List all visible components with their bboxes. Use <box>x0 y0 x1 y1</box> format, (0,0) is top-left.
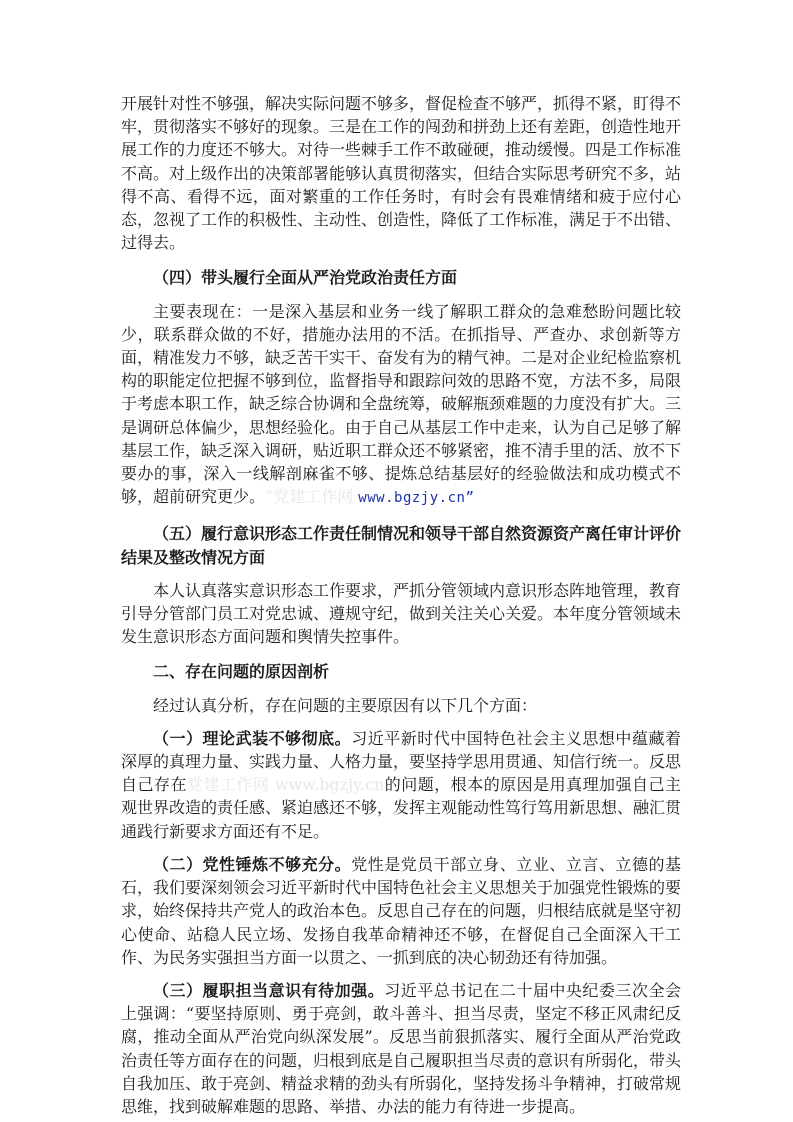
part2-intro: 经过认真分析，存在问题的主要原因有以下几个方面： <box>153 695 538 715</box>
section5-heading: （五）履行意识形态工作责任制情况和领导干部自然资源资产离任审计评价结果及整改情况方面 <box>121 524 682 567</box>
intro-paragraph: 开展针对性不够强，解决实际问题不够多，督促检查不够严，抓得不紧，盯得不牢，贯彻落实不够好的现象。三是在工作的闯劲和拼劲上还有差距，创造性地开展工作的力度还不够大。对待一些棘手工作不敢碰硬，推动缓慢。四是工作标准不高。对上级作出的决策部署能够认真贯彻落实，但结合实际思考研究不多，站得不高、看得不远，面对繁重的工作任务时，有时会有畏难情绪和疲于应付心态，忽视了工作的积极性、主动性、创造性，降低了工作标准，满足于不出错、过得去。 <box>121 94 682 253</box>
cause1-paragraph <box>121 727 681 843</box>
section5-paragraph: 本人认真落实意识形态工作要求，严抓分管领域内意识形态阵地管理，教育引导分管部门员工对党忠诚、遵规守纪，做到关注关心关爱。本年度分管领域未发生意识形态方面问题和舆情失控事件。 <box>121 580 682 647</box>
cause1-text-a: 习近平新时代中国特色社会主义思想中蕴藏着深厚的真理力量、实践力量、人格力量，要坚持学思用贯通、知信行统一。反思自己存在 <box>121 728 682 795</box>
cause1-watermark: 党建工作网 www.bgzjy.cn <box>186 775 385 795</box>
cause2-title: （二）党性锤炼不够充分。 <box>153 854 352 874</box>
section4-watermark: “党建工作网 <box>265 487 354 507</box>
section4-url: www.bgzjy.cn” <box>358 490 475 507</box>
cause3-text: 习近平总书记在二十届中央纪委三次全会上强调：“要坚持原则、勇于亮剑，敢斗善斗、担当尽责，坚定不移正风肃纪反腐，推动全面从严治党向纵深发展”。反思当前狠抓落实、履行全面从严治党政治责任等方面存在的问题，归根到底是自己履职担当尽责的意识有所弱化，带头自我加压、敢于亮剑、精益求精的劲头有所弱化，坚持发扬斗争精神，打破常规思维，找到破解难题的思路、举措、办法的能力有待进一步提高。 <box>121 980 682 1116</box>
part2-heading: 二、存在问题的原因剖析 <box>153 662 330 682</box>
cause2-paragraph <box>121 853 681 969</box>
cause3-title: （三）履职担当意识有待加强。 <box>153 980 385 1000</box>
cause3-paragraph <box>121 979 681 1118</box>
cause1-text-b: 的问题，根本的原因是用真理加强自己主观世界改造的责任感、紧迫感还不够，发挥主观能动性笃行笃用新思想、融汇贯通践行新要求方面还有不足。 <box>121 775 682 841</box>
document-body <box>121 92 681 1118</box>
section4-heading: （四）带头履行全面从严治党政治责任方面 <box>153 268 458 288</box>
cause2-text: 党性是党员干部立身、立业、立言、立德的基石，我们要深刻领会习近平新时代中国特色社会主义思想关于加强党性锻炼的要求，始终保持共产党人的政治本色。反思自己存在的问题，归根结底就是坚守初心使命、站稳人民立场、发扬自我革命精神还不够，在督促自己全面深入干工作、为民务实强担当方面一以贯之、一抓到底的决心韧劲还有待加强。 <box>121 854 682 967</box>
section4-paragraph <box>121 300 681 511</box>
cause1-title: （一）理论武装不够彻底。 <box>153 728 352 748</box>
section4-text: 主要表现在：一是深入基层和业务一线了解职工群众的急难愁盼问题比较少，联系群众做的不好，措施办法用的不活。在抓指导、严查办、求创新等方面，精准发力不够，缺乏苦干实干、奋发有为的精气神。二是对企业纪检监察机构的职能定位把握不够到位，监督指导和跟踪问效的思路不宽，方法不多，局限于考虑本职工作，缺乏综合协调和全盘统筹，破解瓶颈难题的力度没有扩大。三是调研总体偏少，思想经验化。由于自己从基层工作中走来，认为自己足够了解基层工作，缺乏深入调研，贴近职工群众还不够紧密，推不清手里的活、放不下要办的事，深入一线解剖麻雀不够、提炼总结基层好的经验做法和成功模式不够，超前研究更少。 <box>121 301 682 507</box>
